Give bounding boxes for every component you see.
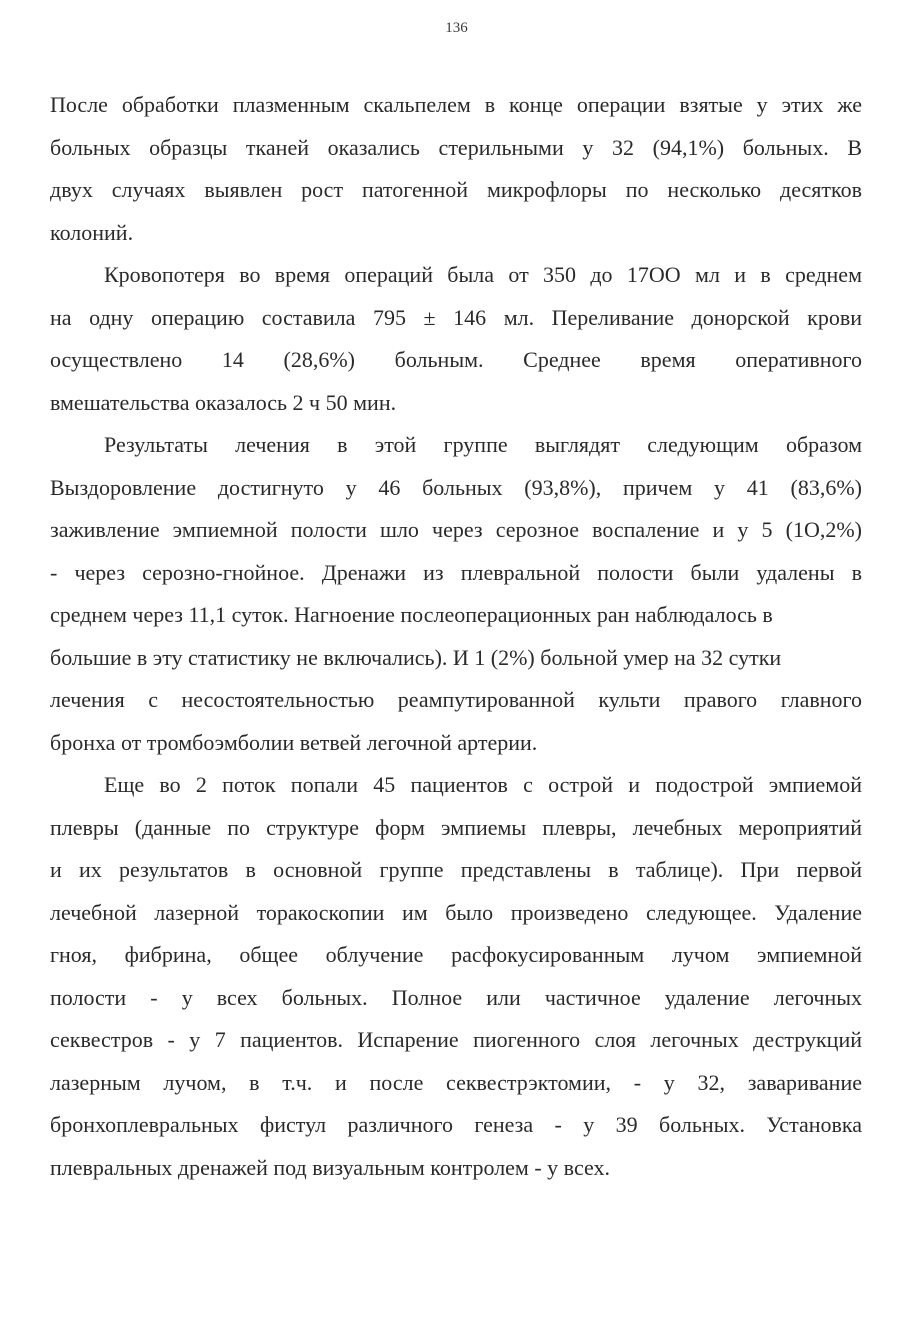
paragraph-sterility xyxy=(50,84,862,254)
text-line: на одну операцию составила 795 ± 146 мл. Переливание донорской крови xyxy=(50,304,862,330)
paragraph-second-stream xyxy=(50,764,862,1189)
text-line: заживление эмпиемной полости шло через серозное воспаление и у 5 (1О,2%) xyxy=(50,517,862,542)
text-line: секвестров - у 7 пациентов. Испарение пиогенного слоя легочных деструкций xyxy=(50,1027,862,1052)
text-line: Выздоровление достигнуто у 46 больных (93,8%), причем у 41 (83,6%) xyxy=(50,474,862,500)
page-number: 136 xyxy=(445,20,468,36)
document-body xyxy=(50,84,862,1189)
text-line: бронхоплевральных фистул различного генеза - у 39 больных. Установка xyxy=(50,1112,862,1137)
text-line: среднем через 11,1 суток. Нагноение послеоперационных ран наблюдалось в xyxy=(50,602,773,627)
text-line: бронха от тромбоэмболии ветвей легочной артерии. xyxy=(50,729,538,755)
text-line: полости - у всех больных. Полное или частичное удаление легочных xyxy=(50,984,862,1010)
text-line: После обработки плазменным скальпелем в конце операции взятые у этих же xyxy=(50,92,862,117)
text-line: Кровопотеря во время операций была от 350 до 17ОО мл и в среднем xyxy=(104,262,862,287)
text-line: и их результатов в основной группе представлены в таблице). При первой xyxy=(50,857,862,882)
text-line: лазерным лучом, в т.ч. и после секвестрэктомии, - у 32, заваривание xyxy=(50,1069,862,1095)
text-line: осуществлено 14 (28,6%) больным. Среднее время оперативного xyxy=(50,347,862,372)
text-line: больных образцы тканей оказались стерильными у 32 (94,1%) больных. В xyxy=(50,134,862,160)
text-line: большие в эту статистику не включались). И 1 (2%) больной умер на 32 сутки xyxy=(50,644,782,670)
text-line: Еще во 2 поток попали 45 пациентов с острой и подострой эмпиемой xyxy=(104,772,862,797)
paragraph-blood-loss xyxy=(50,254,862,424)
text-line: двух случаях выявлен рост патогенной микрофлоры по несколько десятков xyxy=(50,177,862,202)
text-line: вмешательства оказалось 2 ч 50 мин. xyxy=(50,389,397,415)
text-line: гноя, фибрина, общее облучение расфокусированным лучом эмпиемной xyxy=(50,942,862,967)
text-line: плевры (данные по структуре форм эмпиемы плевры, лечебных мероприятий xyxy=(50,814,862,840)
paragraph-results xyxy=(50,424,862,764)
text-line: плевральных дренажей под визуальным контролем - у всех. xyxy=(50,1154,610,1180)
text-line: лечебной лазерной торакоскопии им было произведено следующее. Удаление xyxy=(50,899,862,925)
text-line: Результаты лечения в этой группе выглядят следующим образом xyxy=(104,432,862,457)
text-line: колоний. xyxy=(50,219,134,245)
text-line: - через серозно-гнойное. Дренажи из плевральной полости были удалены в xyxy=(50,559,862,585)
text-line: лечения с несостоятельностью реампутированной культи правого главного xyxy=(50,687,862,712)
